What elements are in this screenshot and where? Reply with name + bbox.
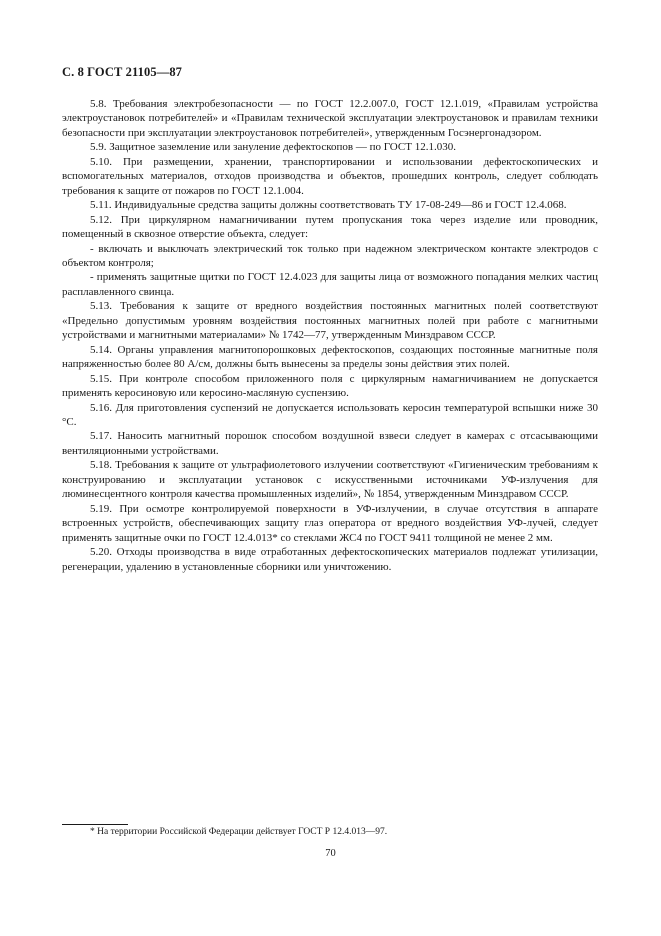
paragraph-5-10: 5.10. При размещении, хранении, транспортировании и использовании дефектоскопических и вспомогательных материалов, отходов производства и объектов, прошедших контроль, следует соблюдать требования к защите от пожаров по ГОСТ 12.1.004.	[62, 155, 598, 197]
paragraph-5-17: 5.17. Наносить магнитный порошок способом воздушной взвеси следует в камерах с отсасывающими вентиляционными устройствами.	[62, 430, 598, 457]
paragraph-5-19: 5.19. При осмотре контролируемой поверхности в УФ-излучении, в случае отсутствия в аппарате встроенных устройств, обеспечивающих защиту глаз оператора от вредного воздействия УФ-лучей, следует применять защитные очки по ГОСТ 12.4.013* со стеклами ЖС4 по ГОСТ 9411 толщиной не менее 2 мм.	[62, 502, 598, 544]
paragraph-5-15: 5.15. При контроле способом приложенного поля с циркулярным намагничиванием не допускается применять керосиновую или керосино-масляную суспензию.	[62, 372, 598, 400]
page-number: 70	[325, 848, 336, 859]
footnote-divider	[62, 824, 128, 825]
body-text	[62, 97, 598, 574]
page-header: С. 8 ГОСТ 21105—87	[62, 65, 183, 79]
paragraph-5-13: 5.13. Требования к защите от вредного воздействия постоянных магнитных полей соответствуют «Предельно допустимым уровням воздействия постоянных магнитных полей при работе с магнитными устройствами и магнитными материалами» № 1742—77, утвержденным Минздравом СССР.	[62, 300, 598, 342]
paragraph-5-8: 5.8. Требования электробезопасности — по ГОСТ 12.2.007.0, ГОСТ 12.1.019, «Правилам устройства электроустановок потребителей» и «Правилам технической эксплуатации электроустановок и правилам техники безопасности при эксплуатации электроустановок потребителей», утвержденным Госэнергонадзором.	[62, 98, 598, 139]
paragraph-5-12-item-2: - применять защитные щитки по ГОСТ 12.4.023 для защиты лица от возможного попадания мелких частиц расплавленного свинца.	[62, 271, 598, 298]
paragraph-5-12: 5.12. При циркулярном намагничивании путем пропускания тока через изделие или проводник, помещенный в сквозное отверстие объекта, следует:	[62, 213, 598, 241]
paragraph-5-18: 5.18. Требования к защите от ультрафиолетового излучении соответствуют «Гигиеническим требованиям к конструированию и эксплуатации установок с искусственными источниками УФ-излучения для люминесцентного контроля качества промышленных изделий», № 1854, утвержденным Минздравом СССР.	[62, 459, 598, 501]
footnote: * На территории Российской Федерации действует ГОСТ Р 12.4.013—97.	[90, 827, 388, 837]
paragraph-5-9: 5.9. Защитное заземление или зануление дефектоскопов — по ГОСТ 12.1.030.	[90, 141, 456, 154]
paragraph-5-16: 5.16. Для приготовления суспензий не допускается использовать керосин температурой вспышки ниже 30 °С.	[62, 401, 598, 428]
paragraph-5-11: 5.11. Индивидуальные средства защиты должны соответствовать ТУ 17-08-249—86 и ГОСТ 12.4.068.	[90, 199, 567, 212]
paragraph-5-20: 5.20. Отходы производства в виде отработанных дефектоскопических материалов подлежат утилизации, регенерации, удалению в установленные сборники или уничтожению.	[62, 546, 598, 573]
paragraph-5-14: 5.14. Органы управления магнитопорошковых дефектоскопов, создающих постоянные магнитные поля напряженностью более 80 А/см, должны быть вынесены за пределы зоны действия этих полей.	[62, 343, 598, 371]
paragraph-5-12-item-1: - включать и выключать электрический ток только при надежном электрическом контакте электродов с объектом контроля;	[62, 242, 598, 269]
